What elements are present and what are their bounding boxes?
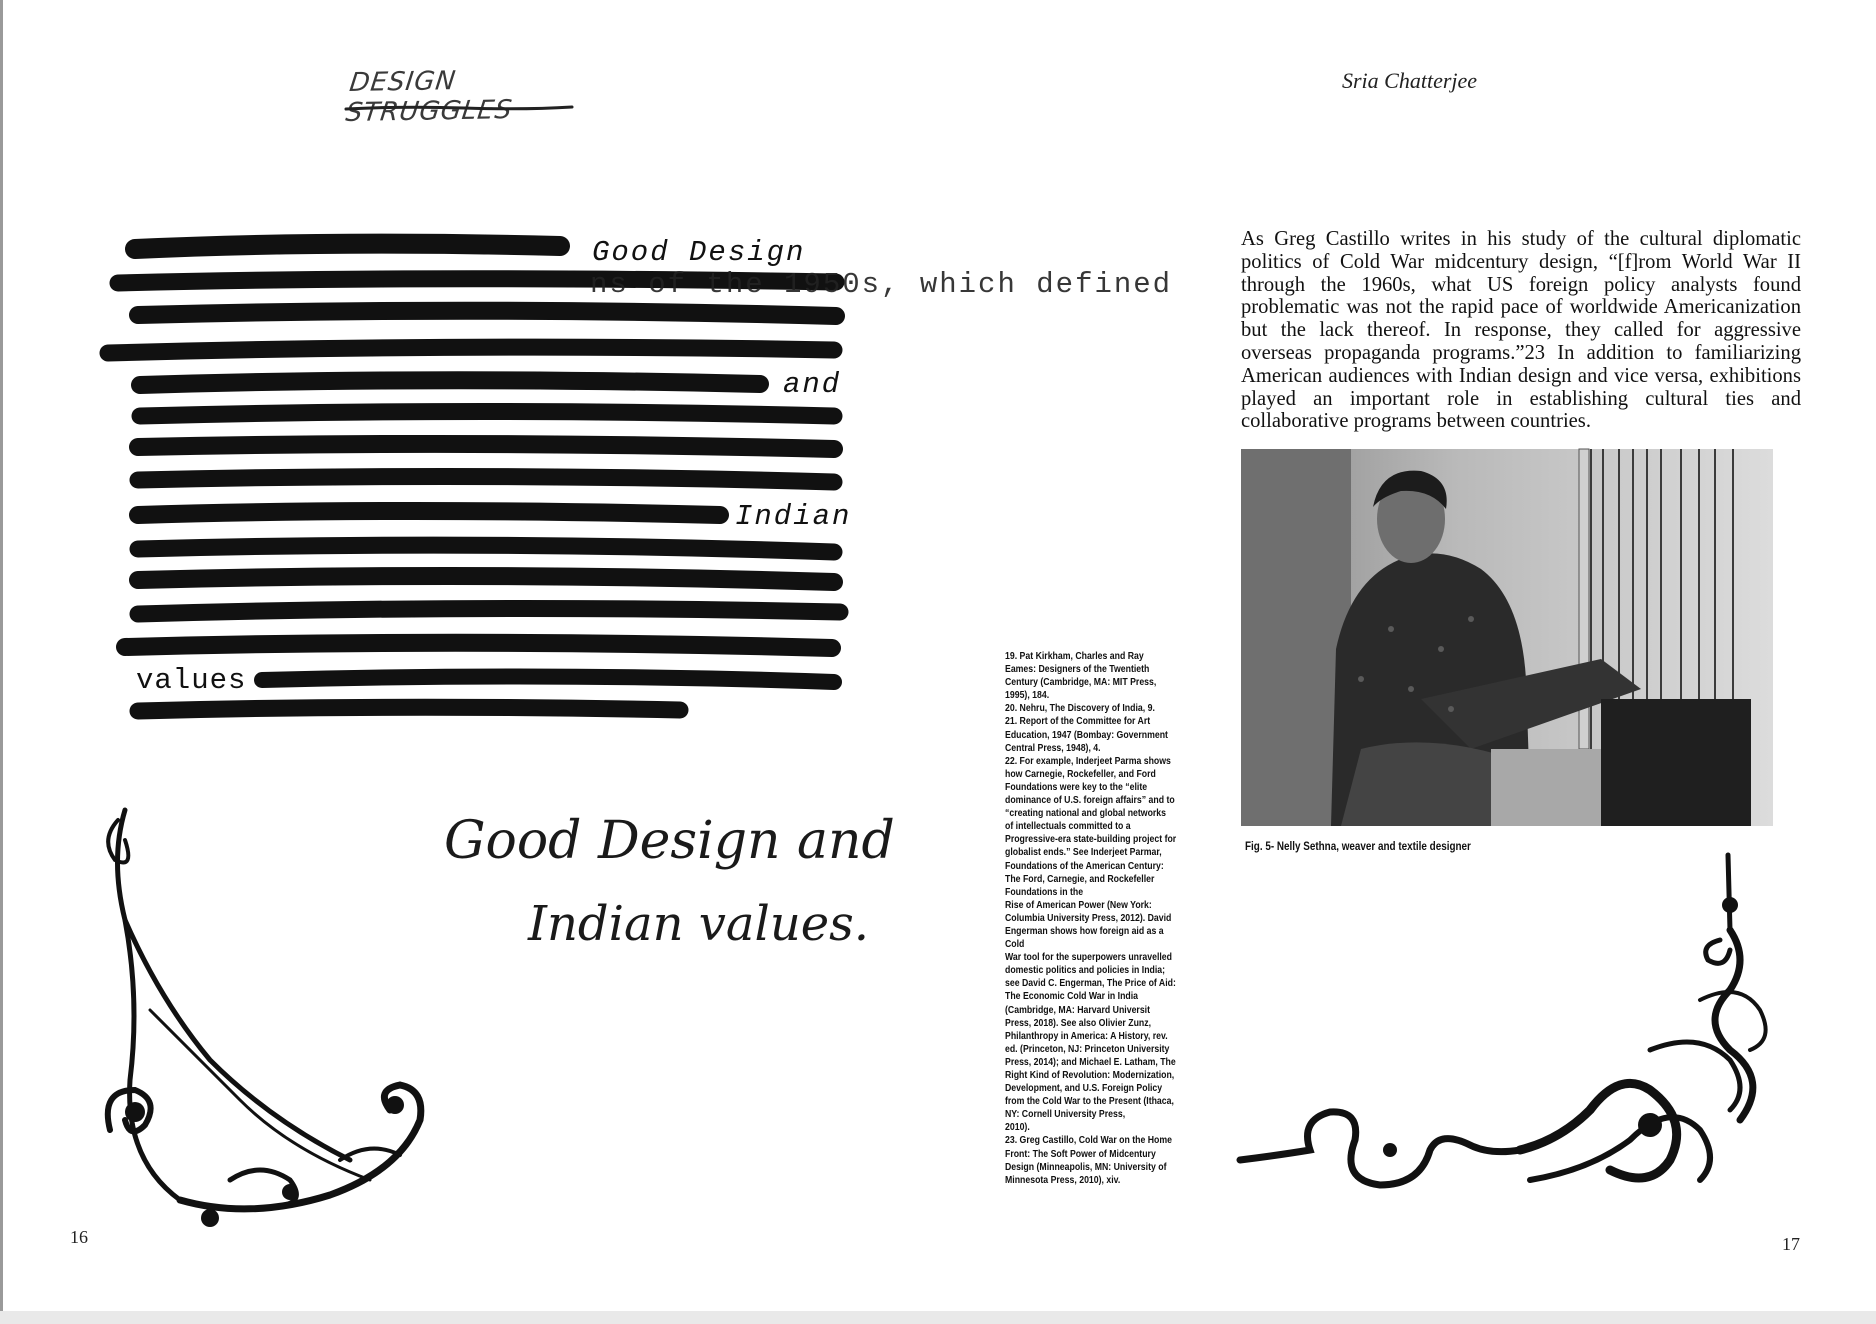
poem-word-indian: Indian — [735, 500, 852, 533]
poem-word-and: and — [783, 368, 842, 401]
header-title: DESIGN STRUGGLES — [344, 66, 515, 129]
body-paragraph: As Greg Castillo writes in his study of the cultural diplomatic politics of Cold War midcentury design, “[f]rom World War II through the 1960s, what US foreign policy analysts found problematic was not the rapid pace of worldwide Americanization but the lack thereof. In response, they called for aggressive overseas propaganda programs.”23 In addition to familiarizing American audiences with Indian design and vice versa, exhibitions played an important role in establishing cultural ties and collaborative programs between countries. — [1241, 228, 1801, 433]
handwriting-line-1: Good Design and — [444, 811, 895, 871]
footnote: 21. Report of the Committee for Art Education, 1947 (Bombay: Government Central Press, 1948), 4. — [1005, 716, 1168, 754]
page-number-right: 17 — [1782, 1234, 1800, 1254]
footnote: 22. For example, Inderjeet Parma shows how Carnegie, Rockefeller, and Ford Foundations were key to the “elite dominance of U.S. foreign affairs” and to “creating national and global networks of intellectuals committed to a Progressive-era state-building project for globalist ends.” See Inderjeet Parmar, Foundations of the American Century: The Ford, Carnegie, and Rockefeller Foundations in the Rise of American Power (New York: Columbia University Press, 2012). David Engerman shows how foreign aid as a Cold War tool for the superpowers unravelled domestic politics and policies in India; see David C. Engerman, The Price of Aid: The Economic Cold War in India (Cambridge, MA: Harvard Universit Press, 2018). See also Olivier Zunz, Philanthropy in America: A History, rev. ed. (Princeton, NJ: Princeton University Press, 2014); and Michael E. Latham, The Right Kind of Revolution: Modernization, Development, and U.S. Foreign Policy from the Cold War to the Present (Ithaca, NY: Cornell University Press, 2010). — [1005, 755, 1177, 1134]
page-number-left: 16 — [70, 1227, 88, 1247]
footnote: 23. Greg Castillo, Cold War on the Home Front: The Soft Power of Midcentury Design (Minneapolis, MN: University of Minnesota Press, 2010), xiv. — [1005, 1135, 1172, 1186]
footnote: 19. Pat Kirkham, Charles and Ray Eames: Designers of the Twentieth Century (Cambridge, MA: MIT Press, 1995), 184. — [1005, 651, 1157, 702]
footnote: 20. Nehru, The Discovery of India, 9. — [1005, 703, 1155, 715]
figure-caption: Fig. 5- Nelly Sethna, weaver and textile designer — [1245, 841, 1471, 853]
photo-weaver-at-loom — [1241, 449, 1773, 826]
poem-word-values: values — [136, 664, 247, 697]
running-header-right: Sria Chatterjee — [1342, 68, 1478, 93]
page-edge-bottom — [0, 1311, 1876, 1324]
footnotes — [1005, 650, 1176, 1187]
ornament-corner-right — [1230, 850, 1790, 1210]
handwriting-line-2: Indian values. — [528, 896, 870, 952]
figure-photo — [1241, 449, 1773, 826]
ornament-corner-left — [90, 800, 520, 1240]
poem-word-good-design: Good Design — [592, 236, 806, 269]
svg-text:ns of the 1950s, which defined: ns of the 1950s, which defined — [590, 268, 1173, 301]
